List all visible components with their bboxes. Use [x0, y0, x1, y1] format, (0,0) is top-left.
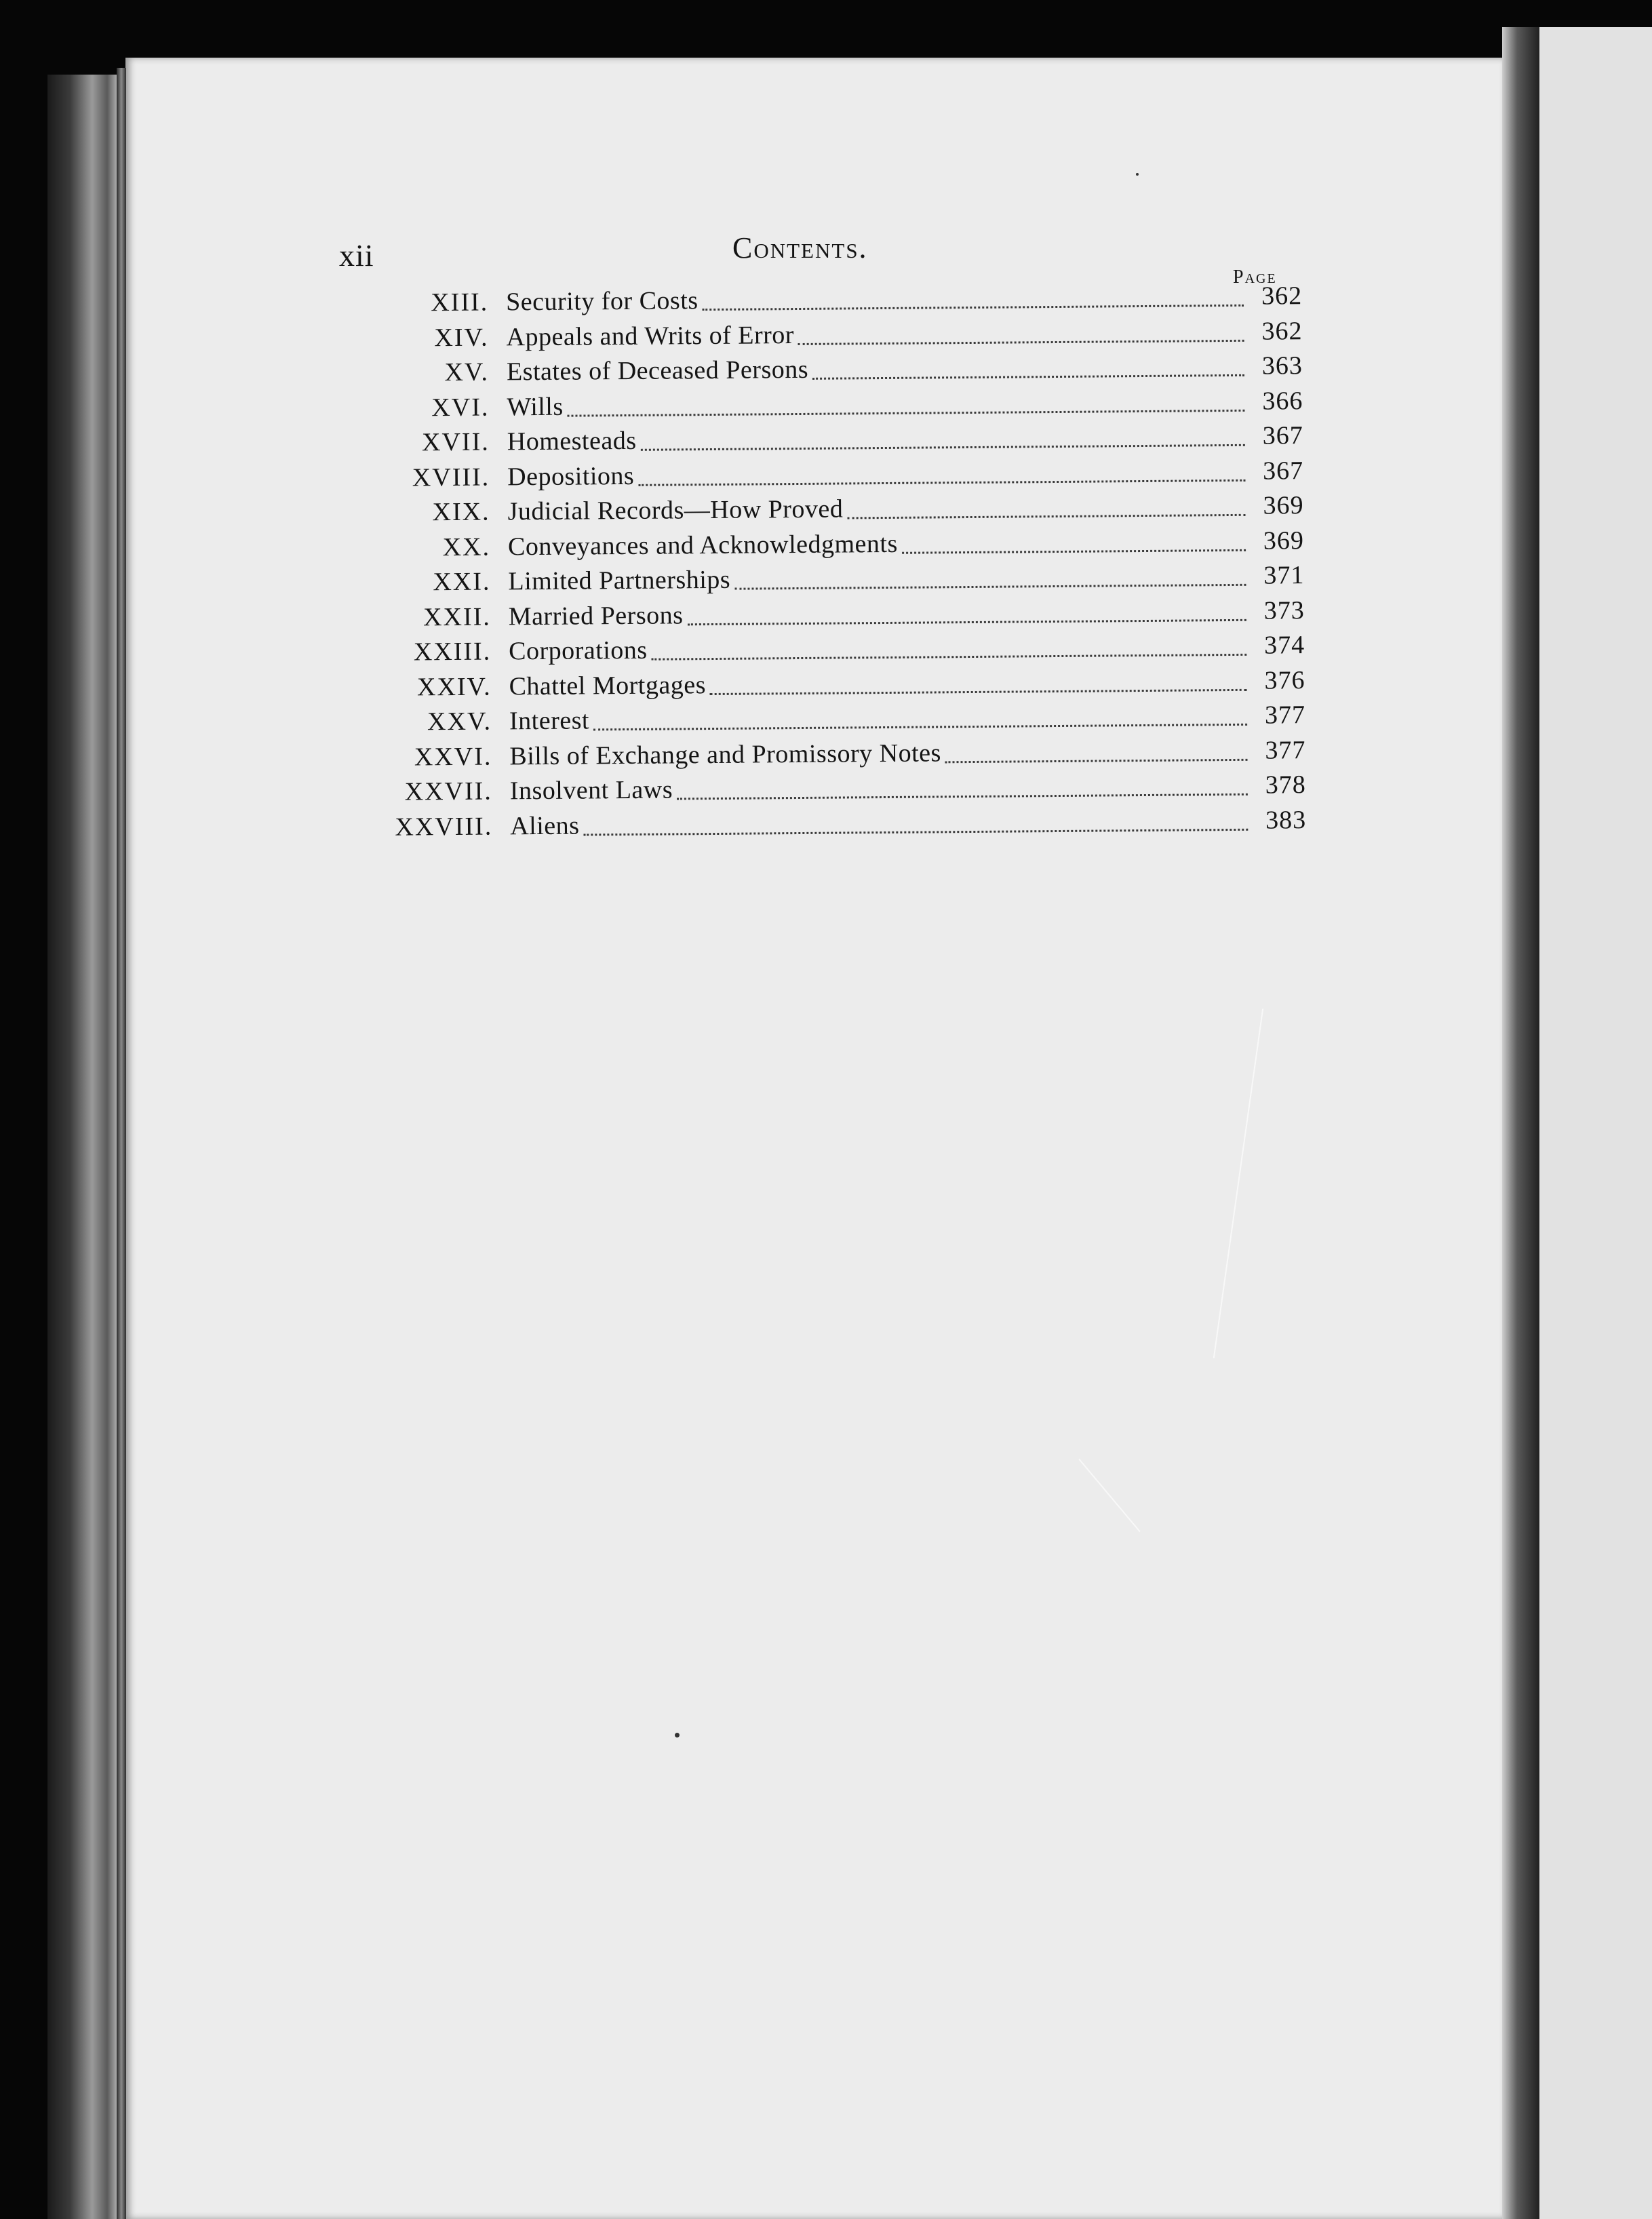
chapter-title: Corporations: [509, 635, 648, 666]
dot-leader: [652, 654, 1247, 661]
dot-leader: [812, 374, 1244, 380]
chapter-title: Interest: [509, 706, 590, 736]
dot-leader: [677, 793, 1248, 800]
dot-leader: [638, 479, 1245, 486]
scan-speck: [675, 1733, 680, 1737]
dot-leader: [688, 619, 1246, 625]
scan-speck: [1136, 173, 1139, 176]
chapter-title: Insolvent Laws: [509, 775, 673, 806]
chapter-title: Married Persons: [508, 600, 684, 631]
page-ref: 367: [1262, 421, 1303, 450]
chapter-title: Conveyances and Acknowledgments: [507, 529, 898, 561]
chapter-number: XXVII.: [404, 777, 492, 806]
chapter-title: Bills of Exchange and Promissory Notes: [509, 738, 942, 770]
chapter-title: Homesteads: [507, 426, 637, 456]
chapter-number: XXVIII.: [395, 812, 493, 842]
chapter-number: XVI.: [431, 393, 490, 422]
page-heading: Contents.: [732, 231, 868, 264]
dot-leader: [798, 340, 1244, 345]
chapter-number: XX.: [442, 532, 491, 562]
page-ref: 378: [1265, 770, 1306, 800]
gutter: [1502, 27, 1539, 2219]
chapter-number: XXIII.: [413, 637, 492, 667]
page-ref: 369: [1263, 526, 1305, 555]
chapter-title: Aliens: [510, 811, 580, 840]
page-ref: 367: [1262, 456, 1304, 486]
scan-scratch: [1078, 1459, 1141, 1533]
page-ref: 362: [1261, 281, 1303, 311]
dot-leader: [734, 584, 1246, 590]
scan-scratch: [1213, 1008, 1263, 1358]
dot-leader: [902, 549, 1246, 554]
dot-leader: [641, 444, 1245, 451]
chapter-number: XXI.: [433, 567, 491, 597]
chapter-number: XIV.: [434, 323, 489, 352]
chapter-number: XV.: [444, 357, 490, 387]
page-ref: 366: [1262, 386, 1303, 416]
chapter-number: XIII.: [431, 288, 489, 317]
chapter-number: XXVI.: [414, 742, 492, 771]
chapter-title: Chattel Mortgages: [509, 670, 707, 701]
chapter-title: Wills: [507, 392, 564, 421]
page-ref: 363: [1261, 351, 1303, 380]
chapter-number: XVII.: [421, 427, 490, 457]
chapter-number: XVIII.: [412, 463, 490, 492]
page-ref: 371: [1263, 561, 1305, 590]
page-ref: 374: [1264, 631, 1305, 660]
chapter-title: Appeals and Writs of Error: [506, 320, 795, 351]
page-column-label: Page: [1233, 267, 1277, 288]
chapter-number: XIX.: [432, 497, 490, 527]
dot-leader: [847, 514, 1245, 519]
chapter-title: Judicial Records—How Proved: [507, 494, 844, 526]
dot-leader: [593, 724, 1247, 731]
dot-leader: [568, 410, 1245, 417]
page-ref: 377: [1264, 701, 1306, 730]
chapter-number: XXIV.: [416, 672, 492, 701]
chapter-title: Security for Costs: [506, 286, 699, 317]
page-ref: 369: [1263, 491, 1304, 520]
dot-leader: [710, 689, 1247, 695]
table-of-contents: [366, 281, 1306, 847]
toc-entry: [370, 805, 1306, 847]
page-edge-line: [117, 68, 126, 2219]
chapter-number: XXV.: [427, 707, 492, 737]
chapter-number: XXII.: [422, 602, 491, 631]
chapter-title: Estates of Deceased Persons: [506, 355, 809, 387]
page-number: xii: [339, 238, 374, 273]
page-ref: 373: [1263, 595, 1305, 625]
dot-leader: [584, 829, 1248, 836]
chapter-title: Depositions: [507, 461, 635, 491]
adjacent-page: [1539, 27, 1652, 2219]
chapter-title: Limited Partnerships: [508, 565, 731, 596]
page-ref: 377: [1265, 735, 1306, 765]
page-ref: 376: [1264, 665, 1305, 695]
page-ref: 362: [1261, 316, 1303, 346]
dot-leader: [945, 759, 1248, 763]
dot-leader: [703, 305, 1244, 311]
page-ref: 383: [1265, 805, 1307, 835]
binding-edge: [47, 75, 122, 2219]
